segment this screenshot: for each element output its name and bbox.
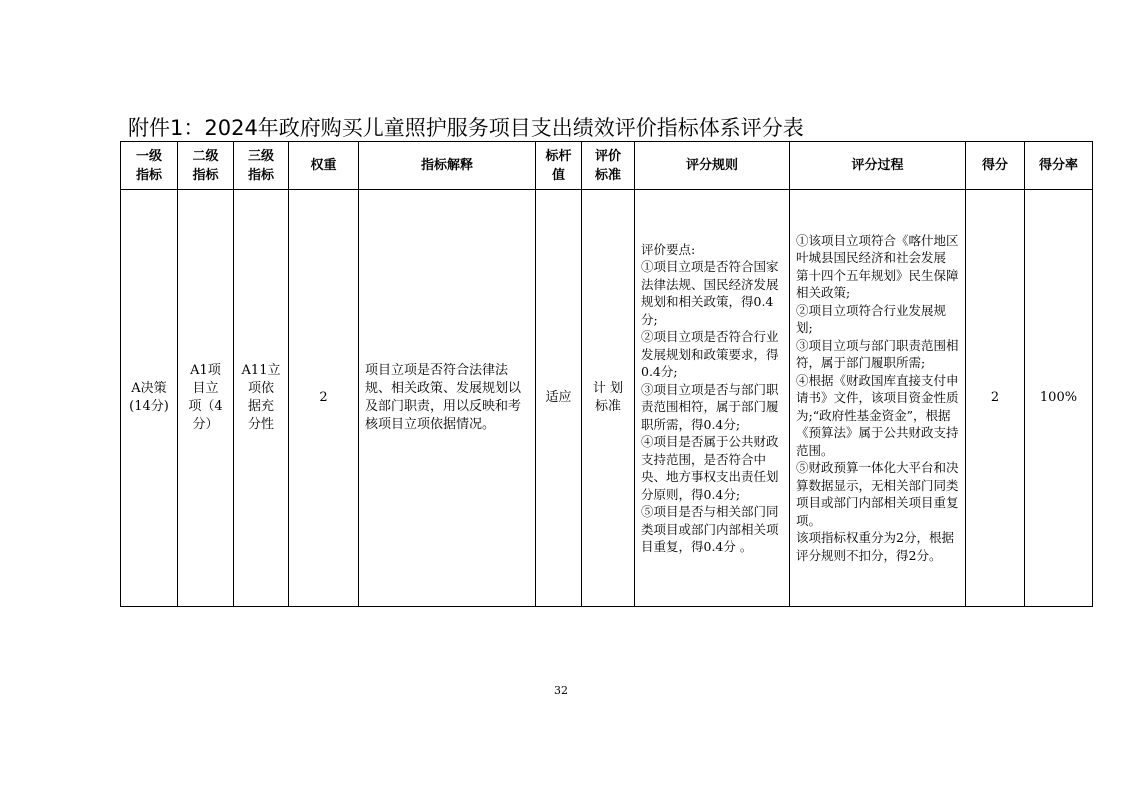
cell-explanation-text: 项目立项是否符合法律法规、相关政策、发展规划以及部门职责，用以反映和考核项目立项依据情况。: [365, 363, 522, 432]
process-item: ⑤财政预算一体化大平台和决算数据显示，无相关部门同类项目或部门内部相关项目重复项。: [796, 460, 959, 528]
rule-item: ③项目立项是否与部门职责范围相符，属于部门履职所需，得0.4分;: [641, 381, 779, 432]
document-title: 附件1：2024年政府购买儿童照护服务项目支出绩效评价指标体系评分表: [128, 116, 804, 140]
process-item: 该项指标权重分为2分，根据评分规则不扣分，得2分。: [796, 530, 954, 563]
header-level1-indicator: [121, 142, 178, 190]
header-standard: [582, 142, 635, 190]
process-item: 第十四个五年规划》民生保障相关政策;: [796, 267, 959, 301]
cell-standard: [582, 190, 635, 607]
header-level3-line2: 指标: [247, 167, 274, 183]
cell-standard-line2: 标准: [594, 399, 621, 414]
table-row: [121, 190, 1093, 607]
rule-item: 评价要点:: [641, 241, 696, 257]
header-scoring-rules: 评分规则: [635, 142, 790, 190]
process-item: ③项目立项与部门职责范围相符，属于部门履职所需;: [796, 337, 959, 371]
cell-weight: 2: [289, 190, 359, 607]
header-level1-line1: 一级: [135, 148, 162, 164]
header-explanation: 指标解释: [359, 142, 536, 190]
header-level1-line2: 指标: [135, 167, 162, 183]
header-benchmark-line1: 标杆: [545, 148, 572, 164]
cell-level1: [121, 190, 178, 607]
cell-explanation: [359, 190, 536, 607]
cell-scoring-rules: [635, 190, 790, 607]
table-header-row: [121, 142, 1093, 190]
header-standard-line2: 标准: [594, 167, 621, 183]
rule-item: ⑤项目是否与相关部门同类项目或部门内部相关项目重复，得0.4分 。: [641, 504, 779, 554]
cell-score: 2: [966, 190, 1025, 607]
header-weight: 权重: [289, 142, 359, 190]
cell-level3: [234, 190, 289, 607]
cell-level3-line4: 分性: [247, 417, 274, 432]
header-scoring-process: 评分过程: [790, 142, 966, 190]
cell-level2-line1: A1项: [190, 363, 221, 378]
cell-level2-line4: 分）: [192, 417, 219, 432]
process-item: ①该项目立项符合《喀什地区叶城县国民经济和社会发展: [796, 232, 959, 266]
cell-standard-line1: 计 划: [592, 381, 624, 396]
cell-level2: [178, 190, 234, 607]
page-number: 32: [554, 684, 568, 697]
cell-level1-line2: (14分): [129, 399, 169, 414]
header-benchmark: [536, 142, 582, 190]
evaluation-table: [120, 141, 1093, 607]
cell-benchmark: 适应: [536, 190, 582, 607]
header-level3-line1: 三级: [247, 148, 274, 164]
rule-item: ④项目是否属于公共财政支持范围，是否符合中央、地方事权支出责任划分原则，得0.4分;: [641, 434, 779, 502]
cell-scoring-process: [790, 190, 966, 607]
rule-item: ②项目立项是否符合行业发展规划和政策要求，得0.4分;: [641, 329, 779, 379]
process-item: ④根据《财政国库直接支付申请书》文件，该项目资金性质为;“政府性基金资金”，根据《预算法》属于公共财政支持范围。: [796, 372, 959, 458]
header-standard-line1: 评价: [594, 148, 621, 164]
cell-level3-line3: 据充: [247, 399, 274, 414]
process-item: ②项目立项符合行业发展规划;: [796, 302, 947, 336]
header-score-rate: 得分率: [1025, 142, 1093, 190]
header-benchmark-line2: 值: [551, 167, 565, 183]
cell-level3-line2: 项依: [247, 381, 274, 396]
rule-item: ①项目立项是否符合国家法律法规、国民经济发展规划和相关政策，得0.4分;: [641, 259, 779, 327]
header-score: 得分: [966, 142, 1025, 190]
header-level2-line1: 二级: [192, 148, 219, 164]
header-level2-indicator: [178, 142, 234, 190]
header-level3-indicator: [234, 142, 289, 190]
cell-level1-line1: A决策: [131, 381, 167, 396]
header-level2-line2: 指标: [192, 167, 219, 183]
cell-score-rate: 100%: [1025, 190, 1093, 607]
cell-level2-line2: 目立: [192, 381, 219, 396]
cell-level3-line1: A11立: [241, 363, 281, 378]
cell-level2-line3: 项（4: [188, 399, 223, 414]
